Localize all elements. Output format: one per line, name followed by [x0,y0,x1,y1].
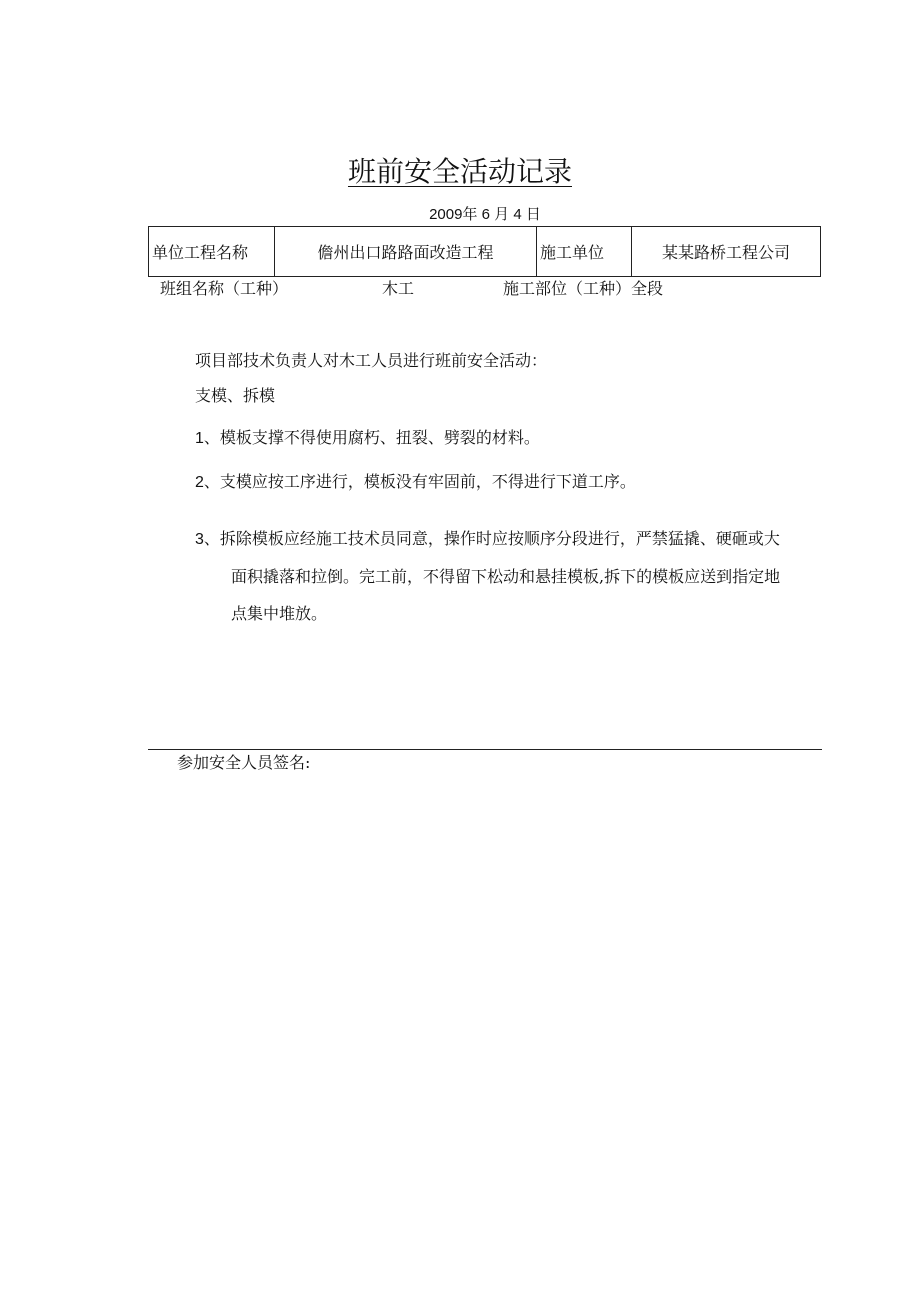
date-month-label: 月 [494,205,510,223]
list-item-continuation: 面积撬落和拉倒。完工前，不得留下松动和悬挂模板,拆下的模板应送到指定地 [231,567,781,586]
page-title-text: 班前安全活动记录 [347,155,572,188]
date-day-label: 日 [525,205,541,223]
list-item-text: 拆除模板应经施工技术员同意，操作时应按顺序分段进行，严禁猛撬、硬砸或大 [219,529,780,548]
list-item-continuation: 点集中堆放。 [231,604,328,623]
team-name-value: 木工 [382,279,415,298]
signature-label: 参加安全人员签名: [177,753,311,772]
list-item-separator: 、 [203,529,220,548]
date-day: 4 [513,206,522,223]
briefing-topic: 支模、拆模 [195,386,276,405]
unit-project-value: 儋州出口路路面改造工程 [275,227,537,277]
list-item-number: 2 [195,474,204,491]
record-date [0,204,920,225]
team-name-label: 班组名称（工种） [160,279,289,298]
contractor-label: 施工单位 [537,227,632,277]
date-year: 2009 [429,206,463,223]
list-item-text: 支模应按工序进行，模板没有牢固前，不得进行下道工序。 [219,472,636,491]
project-info-row [149,227,821,277]
date-month: 6 [481,206,490,223]
work-position-label: 施工部位（工种） [503,279,632,298]
work-position-value: 全段 [631,279,664,298]
list-item-number: 1 [195,430,204,447]
page-title [0,152,920,192]
contractor-value: 某某路桥工程公司 [632,227,821,277]
briefing-intro: 项目部技术负责人对木工人员进行班前安全活动： [195,351,548,370]
unit-project-label: 单位工程名称 [149,227,275,277]
list-item-number: 3 [195,531,204,548]
date-year-label: 年 [462,205,478,223]
list-item [195,427,540,450]
list-item-separator: 、 [203,428,220,447]
list-item-separator: 、 [203,472,220,491]
list-item [195,528,780,551]
signature-divider [148,749,822,750]
list-item-text: 模板支撑不得使用腐朽、扭裂、劈裂的材料。 [219,428,540,447]
list-item [195,471,636,494]
project-info-table [148,226,821,277]
